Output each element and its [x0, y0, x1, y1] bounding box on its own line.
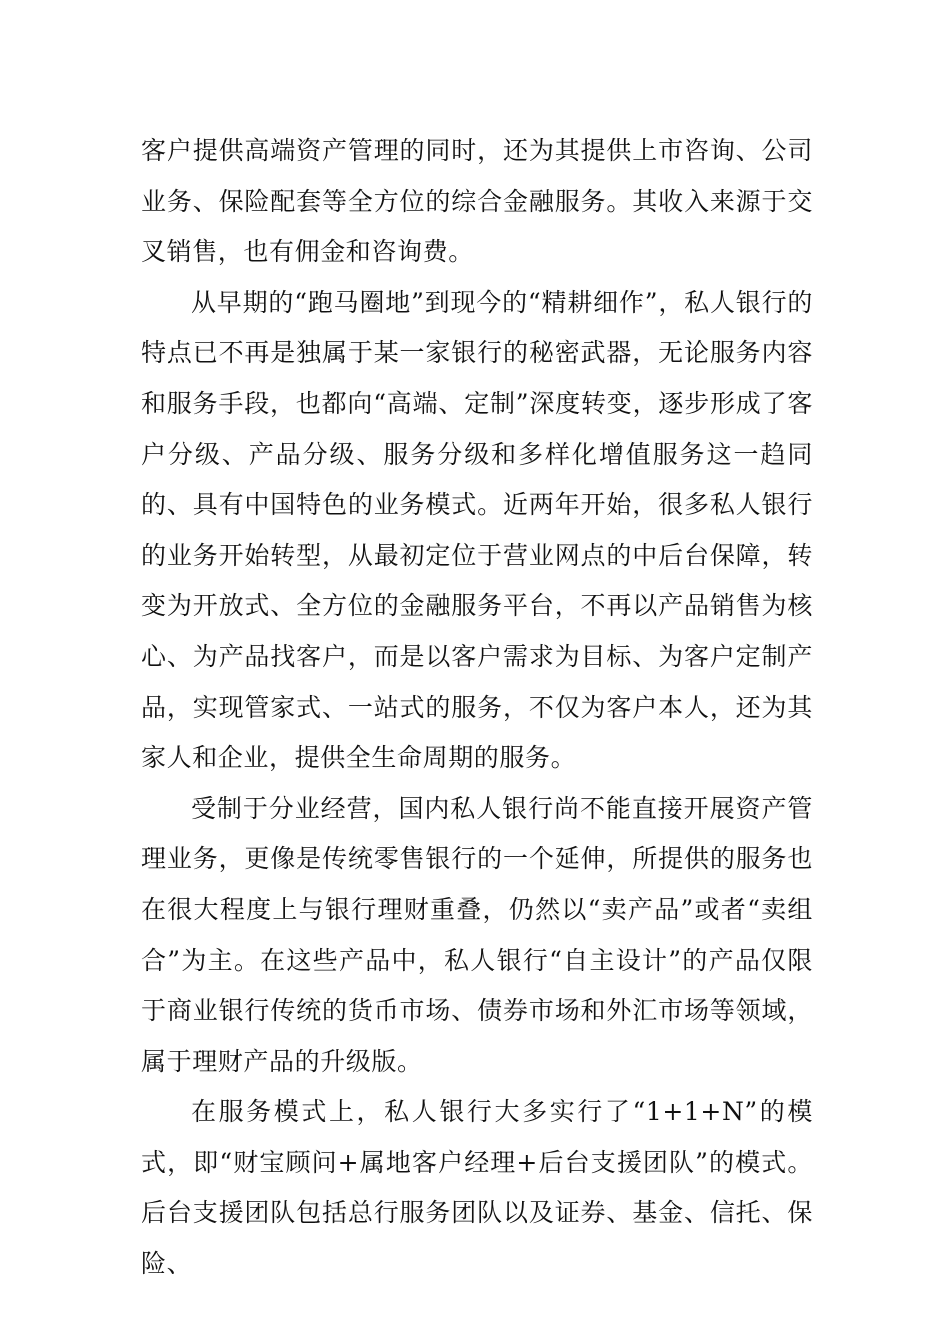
- document-body: [141, 126, 813, 1290]
- paragraph-2: 从早期的“跑马圈地”到现今的“精耕细作”，私人银行的特点已不再是独属于某一家银行的秘密武器，无论服务内容和服务手段，也都向“高端、定制”深度转变，逐步形成了客户分级、产品分级、服务分级和多样化增值服务这一趋同的、具有中国特色的业务模式。近两年开始，很多私人银行的业务开始转型，从最初定位于营业网点的中后台保障，转变为开放式、全方位的金融服务平台，不再以产品销售为核心、为产品找客户，而是以客户需求为目标、为客户定制产品，实现管家式、一站式的服务，不仅为客户本人，还为其家人和企业，提供全生命周期的服务。: [141, 287, 813, 773]
- paragraph-4: 在服务模式上，私人银行大多实行了“1+1+N”的模式，即“财宝顾问+属地客户经理+后台支援团队”的模式。后台支援团队包括总行服务团队以及证券、基金、信托、保险、: [141, 1097, 813, 1279]
- paragraph-1: 客户提供高端资产管理的同时，还为其提供上市咨询、公司业务、保险配套等全方位的综合金融服务。其收入来源于交叉销售，也有佣金和咨询费。: [141, 136, 813, 267]
- paragraph-3: 受制于分业经营，国内私人银行尚不能直接开展资产管理业务，更像是传统零售银行的一个延伸，所提供的服务也在很大程度上与银行理财重叠，仍然以“卖产品”或者“卖组合”为主。在这些产品中，私人银行“自主设计”的产品仅限于商业银行传统的货币市场、债券市场和外汇市场等领域，属于理财产品的升级版。: [141, 793, 813, 1076]
